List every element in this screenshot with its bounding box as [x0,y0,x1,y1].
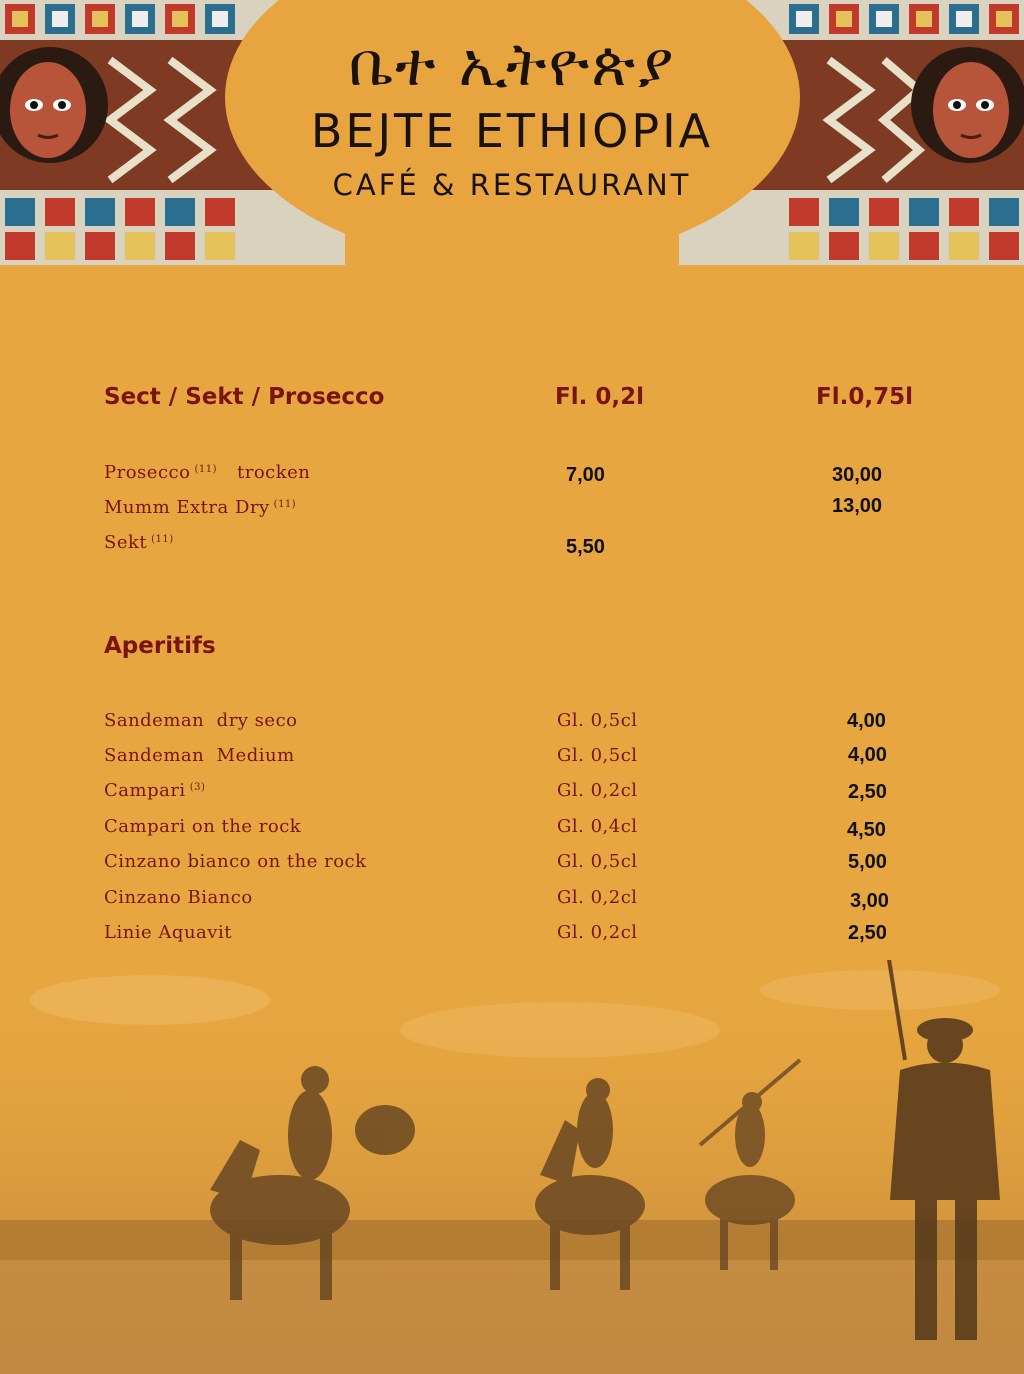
item-name: Prosecco [104,462,191,483]
price-mumm-large: 13,00 [832,495,883,517]
item-price: 4,00 [848,744,887,766]
column-header-small-bottle: Fl. 0,2l [555,384,644,410]
item-note: (11) [151,534,174,545]
price-sekt-small: 5,50 [566,536,605,558]
item-size: Gl. 0,5cl [557,851,638,872]
column-header-large-bottle: Fl.0,75l [816,384,913,410]
item-name: Sandeman Medium [104,745,295,766]
section-title-aperitifs: Aperitifs [104,633,216,659]
menu-item-linie-aquavit [104,922,232,943]
item-name: Campari on the rock [104,816,302,837]
item-name: Sandeman dry seco [104,710,298,731]
restaurant-subtitle: CAFÉ & RESTAURANT [332,168,692,202]
price-prosecco-small: 7,00 [566,464,605,486]
item-note: (11) [194,464,217,475]
menu-item-sandeman-medium [104,745,295,766]
menu-item-sekt [104,532,174,553]
item-note: (3) [189,782,206,793]
menu-item-cinzano-rock [104,851,367,872]
item-extra: trocken [236,462,311,483]
item-name: Campari [104,780,186,801]
item-name: Cinzano Bianco [104,887,253,908]
item-price: 5,00 [848,851,887,873]
item-size: Gl. 0,2cl [557,922,638,943]
item-size: Gl. 0,5cl [557,710,638,731]
item-name: Cinzano bianco on the rock [104,851,367,872]
item-price: 3,00 [850,890,889,912]
menu-item-sandeman-dry [104,710,298,731]
item-name: Linie Aquavit [104,922,232,943]
item-price: 2,50 [848,781,887,803]
price-prosecco-large: 30,00 [832,464,883,486]
menu-item-cinzano-bianco [104,887,253,908]
item-name: Mumm Extra Dry [104,497,270,518]
horsemen-background-photo [0,960,1024,1374]
item-name: Sekt [104,532,148,553]
item-size: Gl. 0,2cl [557,780,638,801]
item-size: Gl. 0,2cl [557,887,638,908]
menu-item-campari [104,780,205,801]
item-size: Gl. 0,5cl [557,745,638,766]
amharic-restaurant-name: ቤተ ኢትዮጵያ [348,30,676,100]
item-size: Gl. 0,4cl [557,816,638,837]
restaurant-name: BEJTE ETHIOPIA [310,104,714,158]
item-price: 4,00 [847,710,886,732]
section-title-sect: Sect / Sekt / Prosecco [104,384,385,410]
menu-item-campari-rock [104,816,301,837]
menu-item-prosecco [104,462,310,483]
item-price: 4,50 [847,819,886,841]
item-price: 2,50 [848,922,887,944]
item-note: (11) [273,499,297,510]
menu-item-mumm [104,497,296,518]
